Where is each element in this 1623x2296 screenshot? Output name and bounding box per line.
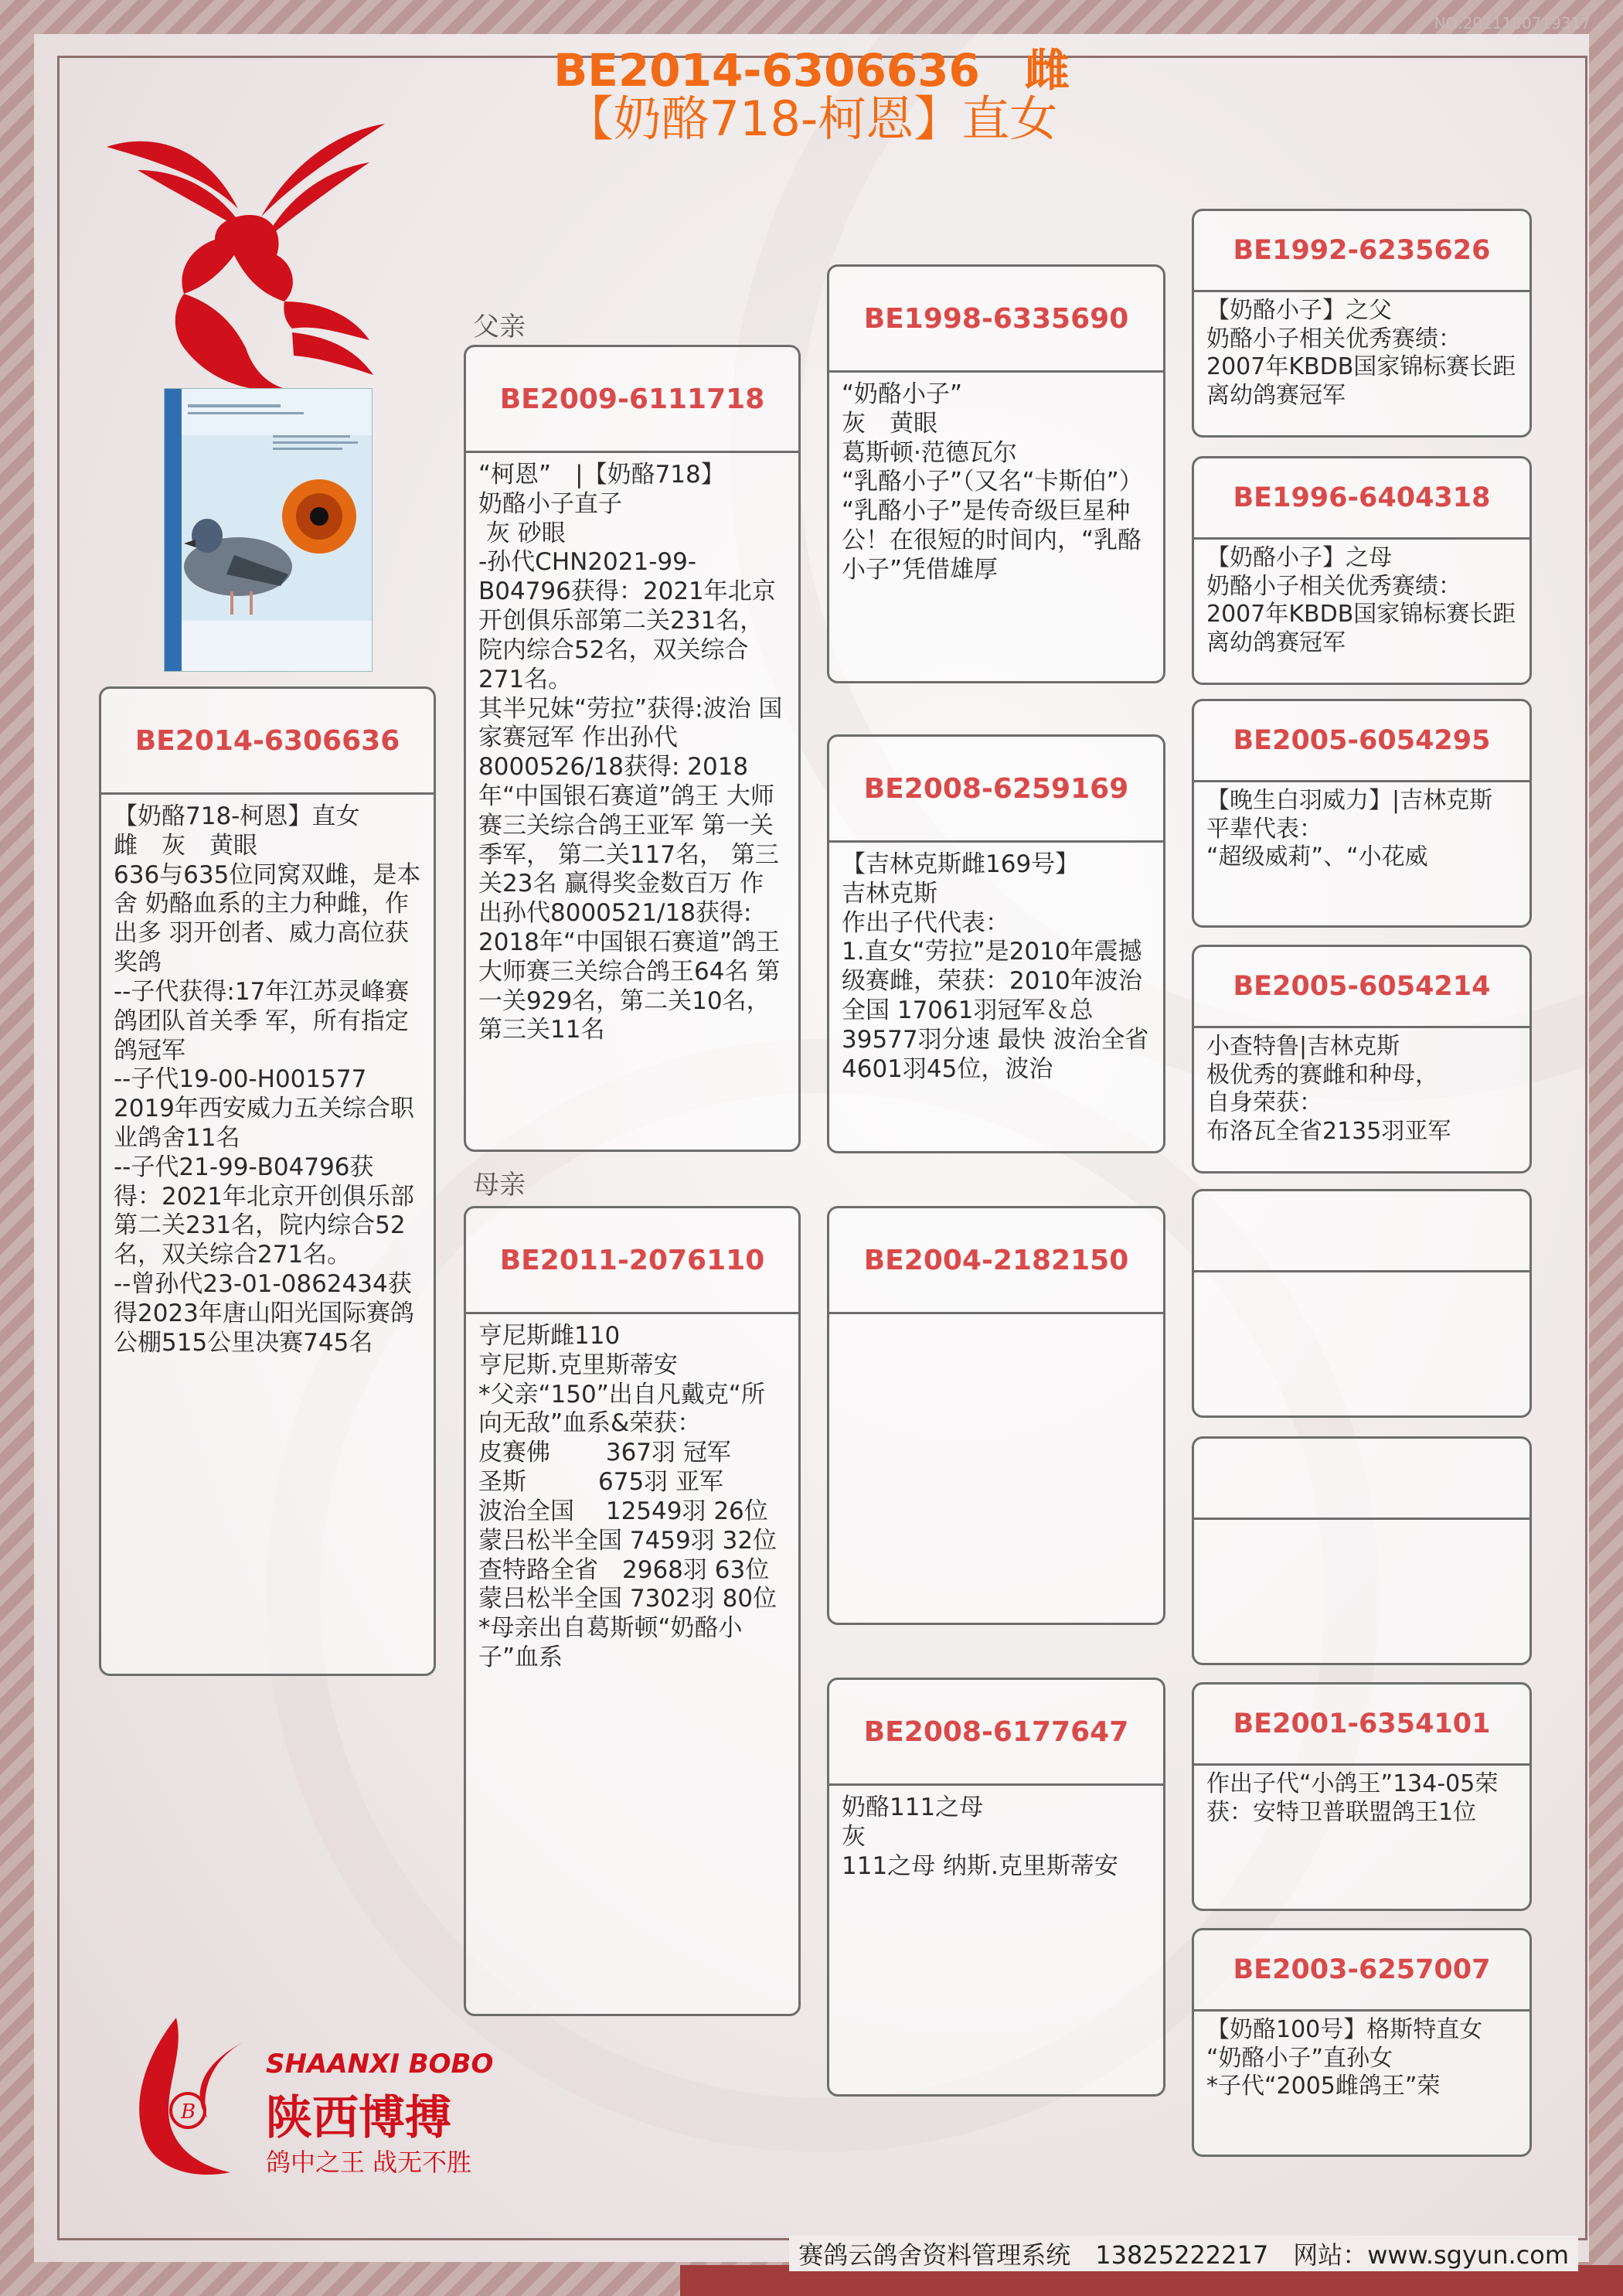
great-grandparent-card [1192, 1682, 1532, 1911]
great-grandparent-card [1192, 1189, 1532, 1418]
serial-number: NO:2021100719317 [1434, 14, 1591, 32]
father-label: 父亲 [473, 312, 526, 342]
great-grandparent-ring-number: BE2005-6054214 [1194, 947, 1529, 1028]
great-grandparent-description: 小查特鲁|吉林克斯 极优秀的赛雌和种母， 自身荣获： 布洛瓦全省2135羽亚军 [1206, 1033, 1451, 1145]
title-pedigree-name: 【奶酪718-柯恩】直女 [565, 90, 1058, 147]
great-grandparent-card [1192, 209, 1532, 438]
great-grandparent-ring-number: BE2001-6354101 [1194, 1685, 1529, 1766]
great-grandparent-ring-number [1194, 1191, 1529, 1272]
mother-label: 母亲 [473, 1170, 526, 1201]
brand-slogan: 鸽中之王 战无不胜 [266, 2148, 472, 2177]
great-grandparent-description: 【奶酪小子】之母 奶酪小子相关优秀赛绩： 2007年KBDB国家锦标赛长距离幼鸽赛冠军 [1206, 544, 1516, 656]
pedigree-book-cover [164, 388, 373, 672]
grandparent-ring-number: BE2008-6177647 [829, 1680, 1163, 1786]
mother-card [464, 1206, 801, 2016]
grandparent-description [829, 1314, 1163, 1330]
great-grandparent-ring-number: BE1996-6404318 [1194, 458, 1529, 540]
brand-english-name: SHAANXI BOBO [266, 2049, 494, 2080]
grandparent-description: 奶酪111之母 灰 111之母 纳斯.克里斯蒂安 [842, 1794, 1118, 1880]
subject-ring-number: BE2014-6306636 [101, 689, 434, 795]
great-grandparent-card [1192, 945, 1532, 1174]
grandparent-ring-number: BE2008-6259169 [829, 737, 1163, 843]
grandparent-description: 【吉林克斯雌169号】 吉林克斯 作出子代代表： 1.直女“劳拉”是2010年震撼级赛雌，荣获：2010年波治全国 17061羽冠军＆总39577羽分速 最快 波治全省4601羽45位，波治 [842, 850, 1149, 1083]
father-ring-number: BE2009-6111718 [466, 347, 798, 453]
title-ring-number: BE2014-6306636 雌 [553, 44, 1070, 97]
pigeon-photo [165, 389, 372, 671]
grandparent-card [827, 1206, 1165, 1625]
father-card [464, 345, 801, 1152]
great-grandparent-description: 作出子代“小鸽王”134-05荣获：安特卫普联盟鸽王1位 [1206, 1770, 1499, 1826]
great-grandparent-ring-number [1194, 1439, 1529, 1520]
grandparent-card [827, 734, 1165, 1153]
father-description: “柯恩” |【奶酪718】 奶酪小子直子 灰 砂眼 -孙代CHN2021-99-B04796获得：2021年北京开创俱乐部第二关231名，院内综合52名，双关综合271名。 其半兄妹“劳拉”获得:波治 国家赛冠军 作出孙代8000526/18获得: 2018年“中国银石赛道”鸽王 大师赛三关综合鸽王亚军 第一关季军， 第二关117名， 第三关23名 赢得奖金数百万 作出孙代8000521/18获得: 2018年“中国银石赛道”鸽王 大师赛三关综合鸽王64名 第一关929名，第二关10名， 第三关11名 [478, 461, 783, 1044]
subject-description: 【奶酪718-柯恩】直女 雌 灰 黄眼 636与635位同窝双雌，是本舍 奶酪血系的主力种雌，作出多 羽开创者、威力高位获奖鸽 --子代获得:17年江苏灵峰赛鸽团队首关季 军，所有指定鸽冠军 --子代19-00-H001577 2019年西安威力五关综合职业鸽舍11名 --子代21-99-B04796获得：2021年北京开创俱乐部第二关231名，院内综合52名，双关综合271名。 --曾孙代23-01-0862434获得2023年唐山阳光国际赛鸽公棚515公里决赛745名 [114, 802, 421, 1357]
grandparent-description: “奶酪小子” 灰 黄眼 葛斯顿·范德瓦尔 “乳酪小子”（又名“卡斯伯”） “乳酪小子”是传奇级巨星种公！在很短的时间内，“乳酪小子”凭借雄厚 [842, 380, 1143, 584]
grandparent-ring-number: BE2004-2182150 [829, 1208, 1163, 1314]
svg-text:B: B [181, 2100, 196, 2124]
great-grandparent-ring-number: BE1992-6235626 [1194, 211, 1529, 292]
brand-chinese-name: 陕西博搏 [266, 2091, 451, 2145]
great-grandparent-card [1192, 1928, 1532, 2157]
brand-logo [114, 2010, 516, 2188]
mother-ring-number: BE2011-2076110 [466, 1208, 798, 1314]
great-grandparent-description: 【晚生白羽威力】|吉林克斯 平辈代表： “超级威莉”、“小花威 [1206, 787, 1493, 871]
grandparent-card [827, 264, 1165, 683]
subject-card [99, 686, 436, 1676]
great-grandparent-card [1192, 456, 1532, 685]
grandparent-card [827, 1678, 1165, 2097]
great-grandparent-description [1194, 1272, 1529, 1285]
great-grandparent-ring-number: BE2003-6257007 [1194, 1930, 1529, 2012]
great-grandparent-description: 【奶酪小子】之父 奶酪小子相关优秀赛绩： 2007年KBDB国家锦标赛长距离幼鸽赛冠军 [1206, 297, 1516, 409]
great-grandparent-card [1192, 699, 1532, 928]
phoenix-logo [91, 116, 400, 394]
great-grandparent-card [1192, 1436, 1532, 1665]
great-grandparent-description [1194, 1520, 1529, 1532]
grandparent-ring-number: BE1998-6335690 [829, 267, 1163, 373]
great-grandparent-ring-number: BE2005-6054295 [1194, 701, 1529, 782]
footer-contact: 赛鸽云鸽舍资料管理系统 13825222217 网站：www.sgyun.com [789, 2236, 1578, 2271]
mother-description: 亨尼斯雌110 亨尼斯.克里斯蒂安 *父亲“150”出自凡戴克“所向无敌”血系&荣获： 皮赛佛 367羽 冠军 圣斯 675羽 亚军 波治全国 12549羽 26位 蒙吕松半全国 7459羽 32位 查特路全省 2968羽 63位 蒙吕松半全国 7302羽 80位 *母亲出自葛斯顿“奶酪小子”血系 [478, 1322, 777, 1671]
great-grandparent-description: 【奶酪100号】格斯特直女 “奶酪小子”直孙女 *子代“2005雌鸽王”荣 [1206, 2016, 1483, 2100]
